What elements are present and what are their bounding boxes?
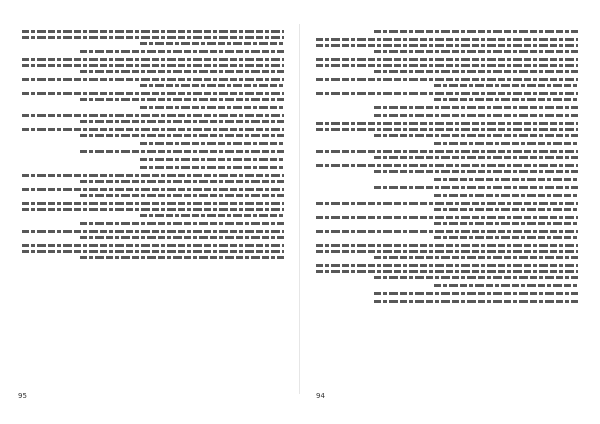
- text-line: [316, 244, 578, 247]
- text-line: [140, 142, 284, 145]
- text-line: [374, 276, 578, 279]
- left-page-number: 95: [18, 392, 27, 400]
- text-line: [374, 186, 578, 189]
- paragraph: [22, 58, 284, 73]
- text-line: [22, 202, 284, 205]
- text-line: [140, 214, 284, 217]
- text-line: [22, 244, 284, 247]
- text-line: [22, 114, 284, 117]
- text-line: [22, 64, 284, 67]
- text-line: [22, 58, 284, 61]
- text-line: [434, 284, 578, 287]
- text-line: [316, 64, 578, 67]
- right-page-text-block: [316, 30, 578, 390]
- text-line: [434, 142, 578, 145]
- text-line: [374, 50, 578, 53]
- text-line: [80, 222, 284, 225]
- paragraph: [316, 38, 578, 53]
- paragraph: [316, 150, 578, 159]
- paragraph: [316, 264, 578, 279]
- text-line: [316, 216, 578, 219]
- text-line: [80, 50, 284, 53]
- paragraph: [316, 292, 578, 295]
- text-line: [374, 30, 578, 33]
- text-line: [434, 208, 578, 211]
- text-line: [316, 78, 578, 81]
- text-line: [316, 230, 578, 233]
- text-line: [22, 92, 284, 95]
- text-line: [316, 264, 578, 267]
- text-line: [316, 250, 578, 253]
- text-line: [140, 106, 284, 109]
- paragraph: [22, 114, 284, 123]
- right-page-number: 94: [316, 392, 325, 400]
- paragraph: [316, 244, 578, 259]
- paragraph: [316, 164, 578, 173]
- text-line: [22, 208, 284, 211]
- text-line: [316, 164, 578, 167]
- paragraph: [22, 150, 284, 153]
- text-line: [434, 222, 578, 225]
- text-line: [374, 156, 578, 159]
- text-line: [80, 70, 284, 73]
- right-page: [300, 0, 600, 424]
- paragraph: [316, 122, 578, 137]
- text-line: [434, 84, 578, 87]
- text-line: [80, 180, 284, 183]
- paragraph: [316, 30, 578, 33]
- paragraph: [316, 178, 578, 181]
- text-line: [374, 256, 578, 259]
- text-line: [374, 106, 578, 109]
- text-line: [22, 188, 284, 191]
- text-line: [80, 150, 284, 153]
- text-line: [80, 236, 284, 239]
- paragraph: [316, 216, 578, 225]
- paragraph: [316, 142, 578, 145]
- paragraph: [316, 284, 578, 287]
- paragraph: [316, 300, 578, 303]
- text-line: [434, 178, 578, 181]
- text-line: [22, 78, 284, 81]
- text-line: [374, 300, 578, 303]
- paragraph: [22, 166, 284, 169]
- paragraph: [316, 114, 578, 117]
- paragraph: [316, 194, 578, 197]
- paragraph: [22, 222, 284, 225]
- text-line: [316, 58, 578, 61]
- text-line: [316, 270, 578, 273]
- text-line: [140, 84, 284, 87]
- paragraph: [22, 92, 284, 101]
- paragraph: [22, 50, 284, 53]
- paragraph: [316, 58, 578, 73]
- text-line: [22, 174, 284, 177]
- text-line: [374, 114, 578, 117]
- text-line: [22, 36, 284, 39]
- text-line: [80, 98, 284, 101]
- text-line: [22, 128, 284, 131]
- text-line: [80, 194, 284, 197]
- text-line: [80, 120, 284, 123]
- paragraph: [22, 244, 284, 259]
- text-line: [80, 256, 284, 259]
- paragraph: [22, 230, 284, 239]
- text-line: [374, 134, 578, 137]
- paragraph: [22, 30, 284, 45]
- paragraph: [316, 186, 578, 189]
- text-line: [316, 150, 578, 153]
- text-line: [140, 166, 284, 169]
- paragraph: [316, 202, 578, 211]
- left-page-text-block: [22, 30, 284, 390]
- paragraph: [22, 128, 284, 137]
- text-line: [22, 30, 284, 33]
- text-line: [316, 128, 578, 131]
- text-line: [434, 98, 578, 101]
- paragraph: [316, 106, 578, 109]
- text-line: [316, 38, 578, 41]
- paragraph: [316, 78, 578, 87]
- text-line: [374, 70, 578, 73]
- paragraph: [316, 92, 578, 101]
- text-line: [80, 134, 284, 137]
- text-line: [374, 292, 578, 295]
- paragraph: [316, 230, 578, 239]
- paragraph: [22, 106, 284, 109]
- text-line: [434, 236, 578, 239]
- text-line: [374, 170, 578, 173]
- paragraph: [22, 142, 284, 145]
- paragraph: [22, 158, 284, 161]
- text-line: [140, 42, 284, 45]
- text-line: [316, 92, 578, 95]
- paragraph: [22, 78, 284, 87]
- text-line: [22, 250, 284, 253]
- text-line: [316, 202, 578, 205]
- text-line: [434, 194, 578, 197]
- paragraph: [22, 202, 284, 217]
- text-line: [316, 44, 578, 47]
- text-line: [22, 230, 284, 233]
- text-line: [140, 158, 284, 161]
- paragraph: [22, 174, 284, 183]
- paragraph: [22, 188, 284, 197]
- text-line: [316, 122, 578, 125]
